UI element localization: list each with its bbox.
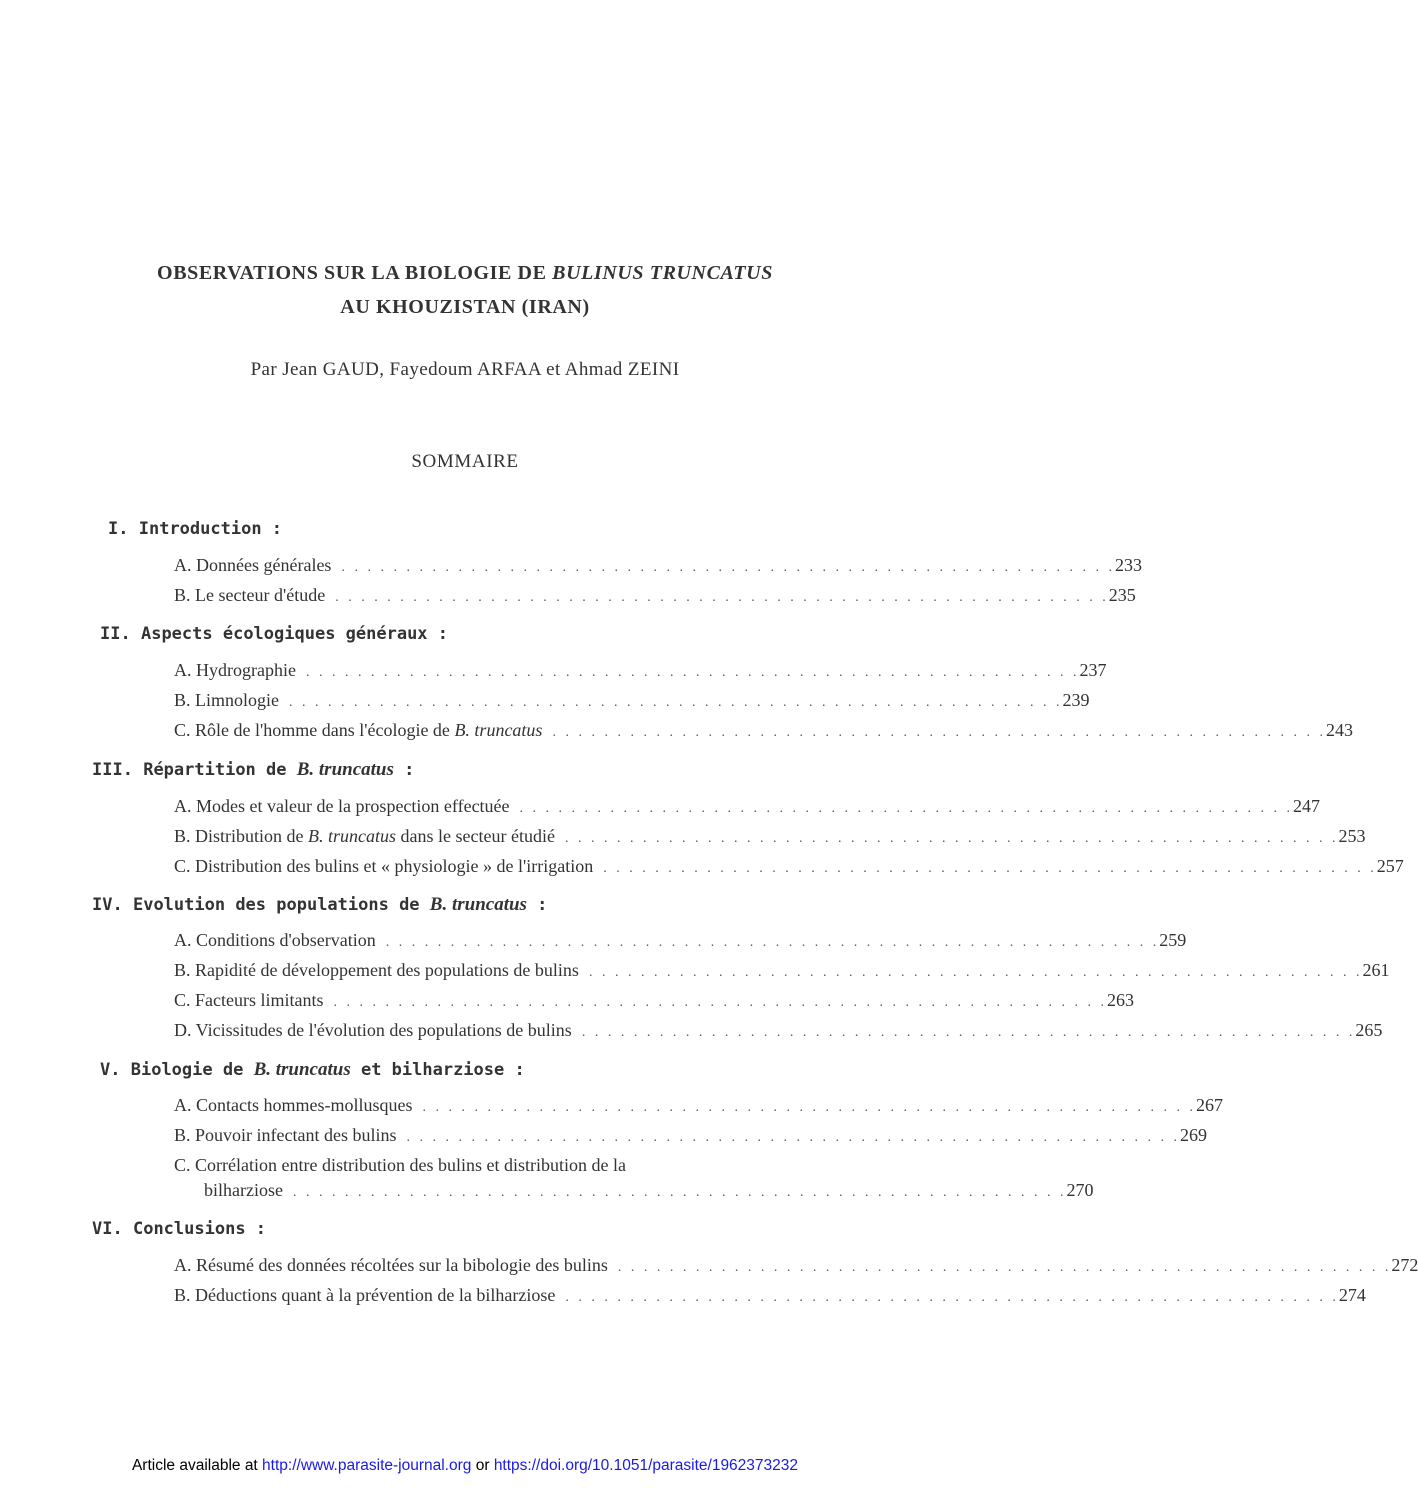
toc-page-number: 259 [1159, 930, 1187, 950]
leader-dots: . . . . . . . . . . . . . . . . . . . . . . . . . . . . . . . . . . . . . . . . . . . . . . . . . . . . . . . . . . . . [552, 725, 1326, 740]
toc-entry-label: A. Résumé des données récoltées sur la bibologie des bulins [174, 1255, 608, 1275]
section-suffix: : [245, 1219, 267, 1239]
toc-entry-label: C. Facteurs limitants [174, 990, 324, 1010]
section-title: Répartition de [143, 760, 297, 780]
toc-page-number: 237 [1079, 660, 1107, 680]
toc-entry-label: bilharziose [204, 1180, 283, 1200]
toc-entry [174, 660, 1107, 684]
toc-entry-label: A. Données générales [174, 555, 332, 575]
section-title: Biologie de [130, 1060, 254, 1080]
leader-dots: . . . . . . . . . . . . . . . . . . . . . . . . . . . . . . . . . . . . . . . . . . . . . . . . . . . . . . . . . . . . [564, 831, 1339, 846]
section-suffix: : [427, 624, 449, 644]
toc-page-number: 261 [1362, 960, 1390, 980]
section-title: Introduction [138, 519, 262, 539]
toc-entry [174, 796, 1321, 820]
toc-page-number: 265 [1355, 1020, 1383, 1040]
leader-dots: . . . . . . . . . . . . . . . . . . . . . . . . . . . . . . . . . . . . . . . . . . . . . . . . . . . . . . . . . . . . [305, 665, 1080, 680]
toc-page-number: 247 [1293, 796, 1321, 816]
toc-entry-label-line2 [174, 1180, 1094, 1201]
section-heading-1 [108, 519, 282, 539]
journal-link[interactable]: http://www.parasite-journal.org [262, 1457, 472, 1474]
toc-entry-text: B. Distribution de [174, 826, 308, 846]
toc-entry [174, 826, 1366, 850]
toc-entry-label [174, 720, 552, 741]
toc-entry-text: C. Rôle de l'homme dans l'écologie de [174, 720, 455, 740]
section-suffix: : [526, 895, 548, 915]
toc-page-number: 235 [1108, 585, 1136, 605]
footer-prefix: Article available at [131, 1457, 263, 1474]
toc-entry-label: B. Le secteur d'étude [174, 585, 326, 605]
toc-entry [174, 690, 1090, 714]
toc-entry-text: dans le secteur étudié [396, 826, 555, 846]
toc-entry-label: A. Conditions d'observation [174, 930, 376, 950]
section-title: Conclusions [132, 1219, 246, 1239]
leader-dots: . . . . . . . . . . . . . . . . . . . . . . . . . . . . . . . . . . . . . . . . . . . . . . . . . . . . . . . . . . . . [617, 1260, 1392, 1275]
section-number: II. [100, 624, 131, 644]
toc-page-number: 274 [1338, 1285, 1366, 1305]
section-species: B. truncatus [253, 1059, 351, 1080]
toc-entry [174, 930, 1187, 954]
section-number: I. [108, 519, 129, 539]
leader-dots: . . . . . . . . . . . . . . . . . . . . . . . . . . . . . . . . . . . . . . . . . . . . . . . . . . . . . . . . . . . . [422, 1100, 1196, 1115]
toc-entry [174, 960, 1390, 984]
toc-page-number: 233 [1114, 555, 1142, 575]
section-number: III. [92, 760, 133, 780]
leader-dots: . . . . . . . . . . . . . . . . . . . . . . . . . . . . . . . . . . . . . . . . . . . . . . . . . . . . . . . . . . . . [603, 861, 1377, 876]
section-heading-4 [92, 894, 547, 916]
section-title: Aspects écologiques généraux [140, 624, 428, 644]
toc-page-number: 272 [1391, 1255, 1418, 1275]
article-title-line2: AU KHOUZISTAN (IRAN) [340, 296, 590, 318]
section-heading-6 [92, 1219, 266, 1239]
section-species: B. truncatus [296, 759, 394, 780]
toc-entry-label: A. Contacts hommes-mollusques [174, 1095, 413, 1115]
toc-entry-label: B. Pouvoir infectant des bulins [174, 1125, 397, 1145]
toc-entry [174, 1095, 1223, 1119]
section-title: Evolution des populations de [132, 895, 430, 915]
toc-page-number: 263 [1106, 990, 1134, 1010]
toc-page-number: 239 [1062, 690, 1090, 710]
section-heading-2 [100, 624, 448, 644]
toc-page-number: 270 [1066, 1180, 1094, 1200]
section-suffix: : [504, 1060, 525, 1080]
toc-entry [174, 1285, 1366, 1309]
leader-dots: . . . . . . . . . . . . . . . . . . . . . . . . . . . . . . . . . . . . . . . . . . . . . . . . . . . . . . . . . . . . [519, 801, 1294, 816]
toc-page-number: 267 [1195, 1095, 1223, 1115]
toc-entry-species: B. truncatus [308, 826, 396, 846]
toc-entry-label: B. Rapidité de développement des populations de bulins [174, 960, 579, 980]
section-species: B. truncatus [429, 894, 527, 915]
leader-dots: . . . . . . . . . . . . . . . . . . . . . . . . . . . . . . . . . . . . . . . . . . . . . . . . . . . . . . . . . . . . [406, 1130, 1180, 1145]
toc-entry-label: A. Hydrographie [174, 660, 296, 680]
doi-link[interactable]: https://doi.org/10.1051/parasite/1962373232 [493, 1457, 799, 1474]
toc-entry [174, 1155, 1094, 1201]
footer-availability [0, 1457, 930, 1475]
toc-entry-label: C. Distribution des bulins et « physiologie » de l'irrigation [174, 856, 594, 876]
toc-entry-label: B. Déductions quant à la prévention de la bilharziose [174, 1285, 556, 1305]
section-suffix: : [261, 519, 283, 539]
toc-entry [174, 720, 1353, 744]
toc-page-number: 243 [1325, 720, 1353, 740]
sommaire-heading: SOMMAIRE [411, 451, 519, 472]
toc-entry [174, 1125, 1207, 1149]
toc-entry-label: B. Limnologie [174, 690, 279, 710]
leader-dots: . . . . . . . . . . . . . . . . . . . . . . . . . . . . . . . . . . . . . . . . . . . . . . . . . . . . . . . . . . . . [588, 965, 1363, 980]
leader-dots: . . . . . . . . . . . . . . . . . . . . . . . . . . . . . . . . . . . . . . . . . . . . . . . . . . . . . . . . . . . . [289, 695, 1063, 710]
toc-entry [174, 585, 1136, 609]
toc-entry-label: A. Modes et valeur de la prospection effectuée [174, 796, 510, 816]
leader-dots: . . . . . . . . . . . . . . . . . . . . . . . . . . . . . . . . . . . . . . . . . . . . . . . . . . . . . . . . . . . . [565, 1290, 1339, 1305]
section-number: VI. [92, 1219, 123, 1239]
toc-entry [174, 555, 1142, 579]
leader-dots: . . . . . . . . . . . . . . . . . . . . . . . . . . . . . . . . . . . . . . . . . . . . . . . . . . . . . . . . . . . . [335, 590, 1109, 605]
authors-line: Par Jean GAUD, Fayedoum ARFAA et Ahmad ZEINI [250, 359, 680, 380]
toc-entry [174, 990, 1134, 1014]
section-heading-5 [100, 1059, 525, 1081]
leader-dots: . . . . . . . . . . . . . . . . . . . . . . . . . . . . . . . . . . . . . . . . . . . . . . . . . . . . . . . . . . . . [333, 995, 1107, 1010]
article-title-line1 [0, 262, 930, 285]
section-number: V. [100, 1060, 121, 1080]
section-suffix: : [393, 760, 415, 780]
toc-page-number: 269 [1179, 1125, 1207, 1145]
title-text: OBSERVATIONS SUR LA BIOLOGIE DE [157, 262, 553, 284]
toc-entry-label-line1: C. Corrélation entre distribution des bulins et distribution de la [174, 1155, 626, 1175]
toc-page-number: 253 [1338, 826, 1366, 846]
leader-dots: . . . . . . . . . . . . . . . . . . . . . . . . . . . . . . . . . . . . . . . . . . . . . . . . . . . . . . . . . . . . [385, 935, 1160, 950]
section-title-rest: et bilharziose [350, 1060, 505, 1080]
section-heading-3 [92, 759, 414, 781]
toc-entry-species: B. truncatus [454, 720, 543, 740]
section-number: IV. [92, 895, 123, 915]
toc-entry [174, 856, 1404, 880]
leader-dots: . . . . . . . . . . . . . . . . . . . . . . . . . . . . . . . . . . . . . . . . . . . . . . . . . . . . . . . . . . . . [341, 560, 1115, 575]
leader-dots: . . . . . . . . . . . . . . . . . . . . . . . . . . . . . . . . . . . . . . . . . . . . . . . . . . . . . . . . . . . . [581, 1025, 1356, 1040]
leader-dots: . . . . . . . . . . . . . . . . . . . . . . . . . . . . . . . . . . . . . . . . . . . . . . . . . . . . . . . . . . . . [292, 1185, 1067, 1200]
toc-entry-label [174, 826, 565, 847]
toc-entry-label: D. Vicissitudes de l'évolution des populations de bulins [174, 1020, 572, 1040]
toc-entry [174, 1255, 1418, 1279]
footer-middle: or [471, 1457, 494, 1474]
toc-page-number: 257 [1376, 856, 1404, 876]
toc-entry [174, 1020, 1383, 1044]
title-species: BULINUS TRUNCATUS [552, 262, 773, 284]
